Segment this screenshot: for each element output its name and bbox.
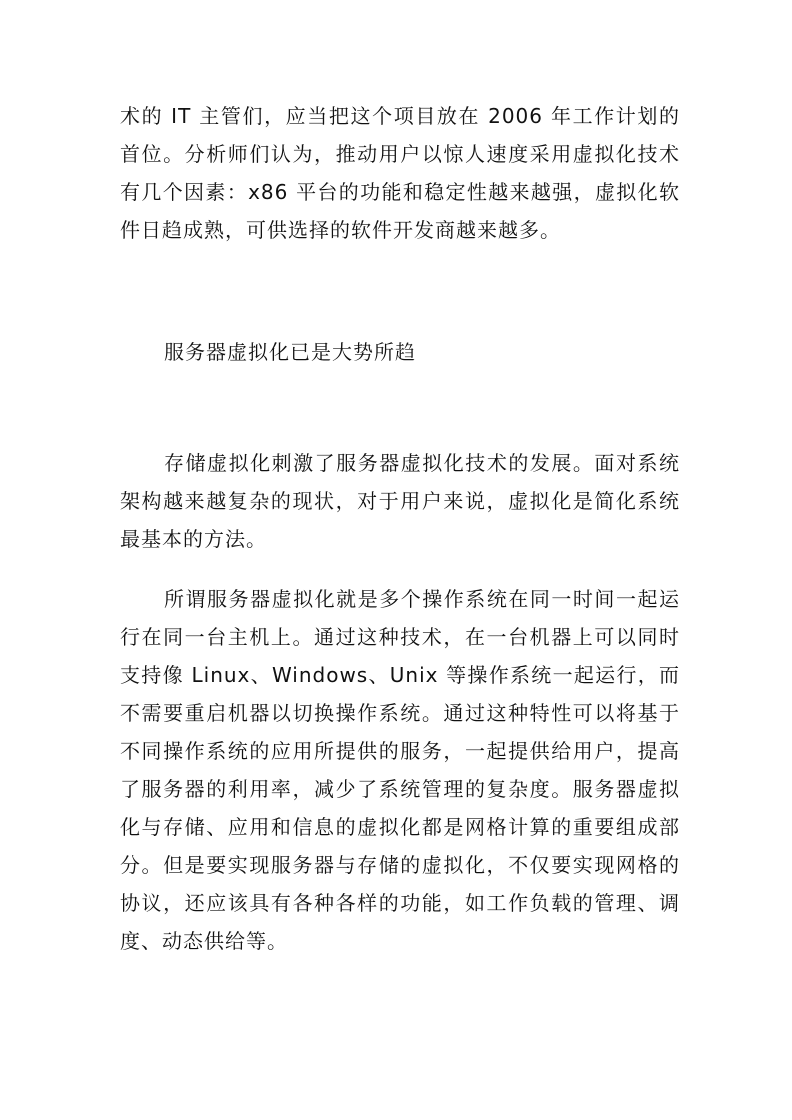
section-heading: 服务器虚拟化已是大势所趋 [164,340,416,364]
paragraph-intro-continuation: 术的 IT 主管们，应当把这个项目放在 2006 年工作计划的首位。分析师们认为，推动用户以惊人速度采用虚拟化技术有几个因素：x86 平台的功能和稳定性越来越强，虚拟化软件日趋成熟，可供选择的软件开发商越来越多。 [120,104,680,242]
paragraph-storage-driver: 存储虚拟化刺激了服务器虚拟化技术的发展。面对系统架构越来越复杂的现状，对于用户来说，虚拟化是简化系统最基本的方法。 [120,451,680,551]
paragraph-definition: 所谓服务器虚拟化就是多个操作系统在同一时间一起运行在同一台主机上。通过这种技术，在一台机器上可以同时支持像 Linux、Windows、Unix 等操作系统一起运行，而不需要重启机器以切换操作系统。通过这种特性可以将基于不同操作系统的应用所提供的服务，一起提供给用户，提高了服务器的利用率，减少了系统管理的复杂度。服务器虚拟化与存储、应用和信息的虚拟化都是网格计算的重要组成部分。但是要实现服务器与存储的虚拟化，不仅要实现网格的协议，还应该具有各种各样的功能，如工作负载的管理、调度、动态供给等。 [120,587,680,953]
